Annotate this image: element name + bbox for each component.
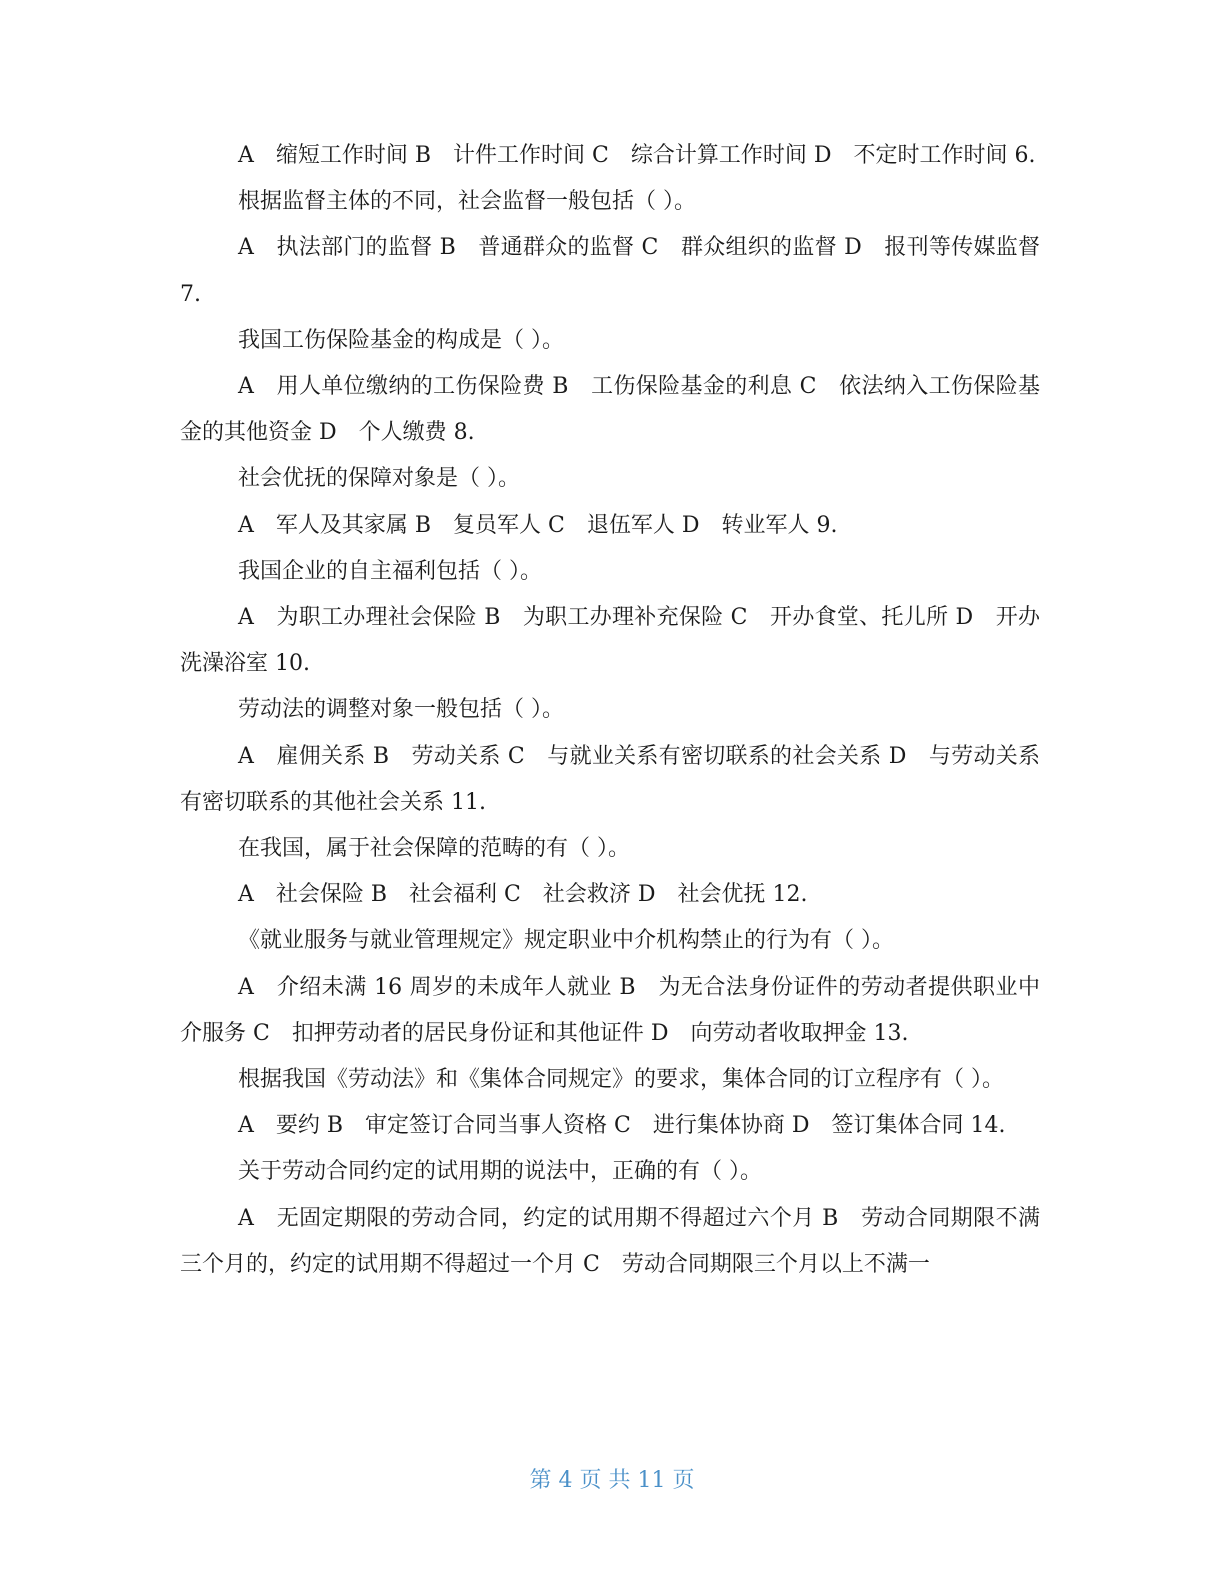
paragraph: A 执法部门的监督 B 普通群众的监督 C 群众组织的监督 D 报刊等传媒监督 7. [180, 235, 1047, 307]
paragraph: A 无固定期限的劳动合同，约定的试用期不得超过六个月 B 劳动合同期限不满三个月的，约定的试用期不得超过一个月 C 劳动合同期限三个月以上不满一 [180, 1205, 1040, 1277]
page-number-label: 第 4 页 共 11 页 [529, 1468, 695, 1493]
paragraph: 我国工伤保险基金的构成是（ ）。 [238, 327, 564, 353]
paragraph: A 缩短工作时间 B 计件工作时间 C 综合计算工作时间 D 不定时工作时间 6. [238, 143, 1036, 168]
document-body [180, 133, 1047, 1288]
paragraph: A 雇佣关系 B 劳动关系 C 与就业关系有密切联系的社会关系 D 与劳动关系有密切联系的其他社会关系 11. [180, 743, 1040, 815]
paragraph: A 介绍未满 16 周岁的未成年人就业 B 为无合法身份证件的劳动者提供职业中介服务 C 扣押劳动者的居民身份证和其他证件 D 向劳动者收取押金 13. [180, 974, 1040, 1046]
paragraph: 我国企业的自主福利包括（ ）。 [238, 558, 542, 584]
paragraph: 劳动法的调整对象一般包括（ ）。 [238, 697, 564, 723]
paragraph: A 用人单位缴纳的工伤保险费 B 工伤保险基金的利息 C 依法纳入工伤保险基金的其他资金 D 个人缴费 8. [180, 374, 1040, 446]
paragraph: A 为职工办理社会保险 B 为职工办理补充保险 C 开办食堂、托儿所 D 开办洗澡浴室 10. [180, 605, 1040, 677]
paragraph: 关于劳动合同约定的试用期的说法中，正确的有（ ）。 [238, 1159, 762, 1185]
paragraph: A 军人及其家属 B 复员军人 C 退伍军人 D 转业军人 9. [238, 512, 838, 538]
page-footer [0, 1463, 1224, 1499]
paragraph: 《就业服务与就业管理规定》规定职业中介机构禁止的行为有（ ）。 [238, 928, 894, 954]
paragraph: A 社会保险 B 社会福利 C 社会救济 D 社会优抚 12. [238, 882, 808, 908]
paragraph: 在我国，属于社会保障的范畴的有（ ）。 [238, 836, 630, 862]
paragraph: 社会优抚的保障对象是（ ）。 [238, 466, 520, 492]
paragraph: 根据我国《劳动法》和《集体合同规定》的要求，集体合同的订立程序有（ ）。 [238, 1067, 1004, 1093]
paragraph: A 要约 B 审定签订合同当事人资格 C 进行集体协商 D 签订集体合同 14. [238, 1113, 1006, 1139]
paragraph: 根据监督主体的不同，社会监督一般包括（ ）。 [238, 189, 696, 215]
